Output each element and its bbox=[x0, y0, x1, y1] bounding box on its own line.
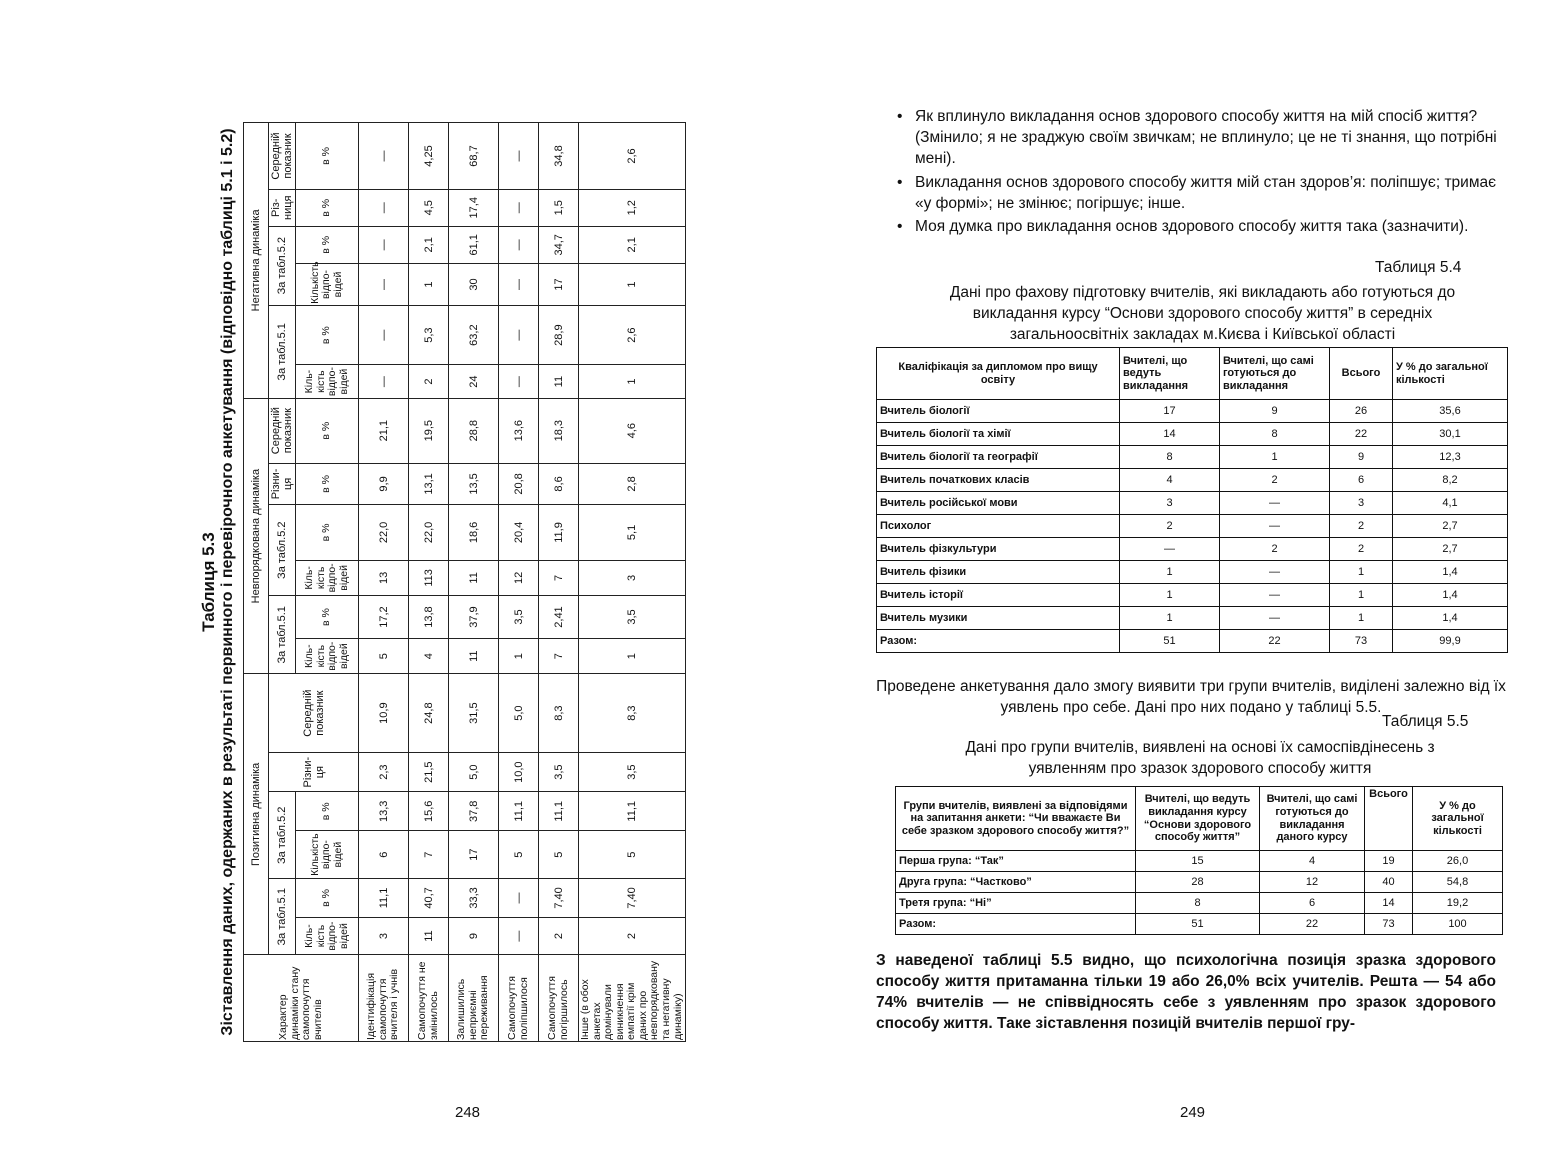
table-cell: 17,2 bbox=[359, 596, 409, 639]
table-cell: 24,8 bbox=[409, 674, 449, 752]
bullet-text: Моя думка про викладання основ здорового способу життя така (зазначити). bbox=[915, 218, 1469, 235]
table-cell: 4 bbox=[1260, 851, 1365, 872]
table-cell: 3 bbox=[1120, 492, 1220, 515]
table-cell: 8 bbox=[1220, 423, 1330, 446]
table-cell: 1 bbox=[1330, 584, 1393, 607]
table-cell: 3 bbox=[579, 560, 686, 596]
table-cell: — bbox=[359, 123, 409, 190]
table-cell: 12 bbox=[1260, 872, 1365, 893]
table-cell: 63,2 bbox=[449, 305, 499, 365]
pct-header: в % bbox=[296, 398, 359, 463]
table-cell: 12 bbox=[499, 560, 539, 596]
table-cell: 14 bbox=[1120, 423, 1220, 446]
table-row bbox=[499, 123, 539, 1042]
row-label: Разом: bbox=[877, 630, 1120, 653]
table-cell: 34,8 bbox=[539, 123, 579, 190]
row-label: Друга група: “Частково” bbox=[896, 872, 1136, 893]
table-cell: 11,1 bbox=[539, 792, 579, 831]
table-row bbox=[359, 123, 409, 1042]
sub-header: Середній показник bbox=[269, 398, 296, 463]
table-cell: 26 bbox=[1330, 400, 1393, 423]
table-5-5 bbox=[895, 786, 1503, 935]
table-cell: — bbox=[359, 189, 409, 226]
table-cell: 12,3 bbox=[1393, 446, 1508, 469]
table-cell: 7,40 bbox=[579, 879, 686, 918]
table-5-3-title: Зіставлення даних, одержаних в результаті первинного і перевірочного анкетування (відповідно таблиці 5.1 і 5.2) bbox=[219, 128, 236, 1036]
row-label: Третя група: “Ні” bbox=[896, 893, 1136, 914]
table-cell: 22 bbox=[1330, 423, 1393, 446]
row-label: Вчитель фізики bbox=[877, 561, 1120, 584]
table-cell: 3,5 bbox=[499, 596, 539, 639]
table-row bbox=[877, 515, 1508, 538]
sub-header: За табл.5.1 bbox=[269, 305, 296, 398]
sub-header: Середній показник bbox=[269, 123, 296, 190]
table-cell: 51 bbox=[1120, 630, 1220, 653]
table-cell: 13,1 bbox=[409, 463, 449, 505]
t55-header: У % до загальної кількості bbox=[1413, 787, 1503, 851]
table-cell: 31,5 bbox=[449, 674, 499, 752]
page-number-right: 249 bbox=[1180, 1104, 1206, 1121]
table-cell: 7 bbox=[409, 831, 449, 879]
table-row bbox=[896, 851, 1503, 872]
left-page bbox=[0, 0, 760, 1160]
sub-header: За табл.5.1 bbox=[269, 879, 296, 955]
table-row bbox=[896, 872, 1503, 893]
sub-header: Середній показник bbox=[269, 674, 359, 752]
table-cell: 8 bbox=[1136, 893, 1260, 914]
table-row bbox=[539, 123, 579, 1042]
table-cell: 1 bbox=[579, 264, 686, 306]
table-cell: 6 bbox=[359, 831, 409, 879]
t54-header: Вчителі, що самі готуються до викладання bbox=[1220, 348, 1330, 400]
t54-header: Вчителі, що ведуть викладання bbox=[1120, 348, 1220, 400]
table-cell: 4,6 bbox=[579, 398, 686, 463]
table-cell: — bbox=[1220, 515, 1330, 538]
sub-header: За табл.5.2 bbox=[269, 226, 296, 305]
paragraph-2: З наведеної таблиці 5.5 видно, що психологічна позиція зразка здорового способу життя притаманна тільки 19 або 26,0% всіх учителів. Решта — 54 або 74% вчителів — не співвідносять себе з уявленням про зразок здорового способу життя. Таке зіставлення позицій вчителів першої гру- bbox=[876, 952, 1496, 1032]
table-cell: 1,5 bbox=[539, 189, 579, 226]
table-cell: 73 bbox=[1365, 914, 1413, 935]
table-cell: 21,5 bbox=[409, 752, 449, 792]
row-label: Вчитель біології та хімії bbox=[877, 423, 1120, 446]
table-cell: 73 bbox=[1330, 630, 1393, 653]
t54-header: Кваліфікація за дипломом про вищу освіту bbox=[877, 348, 1120, 400]
table-cell: 20,4 bbox=[499, 505, 539, 560]
t55-header: Вчителі, що самі готуються до викладання даного курсу bbox=[1260, 787, 1365, 851]
table-cell: 37,8 bbox=[449, 792, 499, 831]
row-label: Вчитель біології bbox=[877, 400, 1120, 423]
table-cell: 4,25 bbox=[409, 123, 449, 190]
table-cell: — bbox=[359, 226, 409, 264]
table-cell: 8,3 bbox=[539, 674, 579, 752]
page-number-left: 248 bbox=[455, 1104, 481, 1121]
table-cell: 2,7 bbox=[1393, 538, 1508, 561]
pct-header: в % bbox=[296, 189, 359, 226]
paragraph-1: Проведене анкетування дало змогу виявити три групи вчителів, виділені залежно від їх уявлень про себе. Дані про них подано у таблиці 5.5. bbox=[876, 678, 1506, 716]
table-cell: 30,1 bbox=[1393, 423, 1508, 446]
table-cell: 26,0 bbox=[1413, 851, 1503, 872]
table-cell: 24 bbox=[449, 365, 499, 398]
table-cell: 37,9 bbox=[449, 596, 499, 639]
table-cell: 28,8 bbox=[449, 398, 499, 463]
table-cell: 30 bbox=[449, 264, 499, 306]
table-cell: — bbox=[359, 305, 409, 365]
bullet-icon: • bbox=[897, 174, 903, 191]
table-cell: 5,3 bbox=[409, 305, 449, 365]
table-cell: — bbox=[499, 226, 539, 264]
bullet-item bbox=[897, 172, 1500, 214]
table-cell: 1 bbox=[1220, 446, 1330, 469]
table-cell: 2,6 bbox=[579, 123, 686, 190]
bullet-icon: • bbox=[897, 108, 903, 125]
row-label: Інше (в обох анкетах домінували виникнення емпатії крім даних про невпорядковану та негативну динаміку) bbox=[579, 955, 686, 1042]
table-cell: 35,6 bbox=[1393, 400, 1508, 423]
table-cell: — bbox=[499, 305, 539, 365]
table-row bbox=[877, 446, 1508, 469]
table-cell: 2 bbox=[1120, 515, 1220, 538]
table-cell: — bbox=[1120, 538, 1220, 561]
table-cell: 2,1 bbox=[409, 226, 449, 264]
table-cell: — bbox=[1220, 607, 1330, 630]
table-cell: 7 bbox=[539, 638, 579, 674]
row-label: Вчитель початкових класів bbox=[877, 469, 1120, 492]
table-cell: 1,4 bbox=[1393, 584, 1508, 607]
table-5-4 bbox=[876, 347, 1508, 653]
table-cell: 5 bbox=[499, 831, 539, 879]
table-cell: — bbox=[499, 264, 539, 306]
table-5-5-label: Таблиця 5.5 bbox=[1382, 713, 1469, 730]
table-cell: 5,0 bbox=[449, 752, 499, 792]
table-cell: 2 bbox=[409, 365, 449, 398]
table-cell: 19 bbox=[1365, 851, 1413, 872]
table-cell: — bbox=[499, 365, 539, 398]
table-cell: 4 bbox=[1120, 469, 1220, 492]
table-cell: 1 bbox=[409, 264, 449, 306]
table-cell: 11,1 bbox=[499, 792, 539, 831]
sub-header: Різни-ця bbox=[269, 752, 359, 792]
table-row bbox=[579, 123, 686, 1042]
table-cell: 11 bbox=[449, 638, 499, 674]
table-cell: 28,9 bbox=[539, 305, 579, 365]
table-cell: — bbox=[1220, 584, 1330, 607]
table-cell: 9 bbox=[1220, 400, 1330, 423]
table-cell: 3,5 bbox=[579, 596, 686, 639]
pct-header: в % bbox=[296, 305, 359, 365]
table-cell: 4,1 bbox=[1393, 492, 1508, 515]
table-cell: 18,6 bbox=[449, 505, 499, 560]
table-cell: 17 bbox=[449, 831, 499, 879]
table-cell: 2 bbox=[1220, 469, 1330, 492]
table-cell: 1 bbox=[499, 638, 539, 674]
table-cell: 99,9 bbox=[1393, 630, 1508, 653]
table-cell: 22,0 bbox=[359, 505, 409, 560]
table-cell: 40,7 bbox=[409, 879, 449, 918]
table-cell: 61,1 bbox=[449, 226, 499, 264]
count-header: Кіль-кість відпо-відей bbox=[296, 917, 359, 955]
table-cell: 20,8 bbox=[499, 463, 539, 505]
table-cell: 9 bbox=[1330, 446, 1393, 469]
table-cell: 14 bbox=[1365, 893, 1413, 914]
sub-header: За табл.5.1 bbox=[269, 596, 296, 674]
table-cell: 1 bbox=[579, 638, 686, 674]
count-header: Кіль-кість відпо-відей bbox=[296, 365, 359, 398]
table-cell: 5 bbox=[359, 638, 409, 674]
table-cell: 8,3 bbox=[579, 674, 686, 752]
bullet-item bbox=[897, 216, 1500, 237]
table-cell: — bbox=[499, 917, 539, 955]
table-cell: 2 bbox=[1330, 538, 1393, 561]
pct-header: в % bbox=[296, 226, 359, 264]
table-cell: — bbox=[1220, 561, 1330, 584]
row-label: Психолог bbox=[877, 515, 1120, 538]
table-cell: 11 bbox=[409, 917, 449, 955]
table-5-4-label: Таблиця 5.4 bbox=[1375, 259, 1462, 276]
group-positive: Позитивна динаміка bbox=[244, 674, 269, 955]
row-label: Вчитель російської мови bbox=[877, 492, 1120, 515]
table-cell: 113 bbox=[409, 560, 449, 596]
table-cell: 1,2 bbox=[579, 189, 686, 226]
table-cell: 5 bbox=[579, 831, 686, 879]
table-cell: 11,9 bbox=[539, 505, 579, 560]
table-cell: 1 bbox=[1120, 561, 1220, 584]
table-cell: 13,8 bbox=[409, 596, 449, 639]
table-cell: — bbox=[359, 365, 409, 398]
table-cell: 8,2 bbox=[1393, 469, 1508, 492]
table-cell: 33,3 bbox=[449, 879, 499, 918]
table-cell: 2,6 bbox=[579, 305, 686, 365]
table-cell: 2 bbox=[539, 917, 579, 955]
pct-header: в % bbox=[296, 463, 359, 505]
rotated-table-block bbox=[195, 122, 684, 1042]
row-label: Разом: bbox=[896, 914, 1136, 935]
table-row bbox=[877, 607, 1508, 630]
table-cell: 7 bbox=[539, 560, 579, 596]
table-cell: 51 bbox=[1136, 914, 1260, 935]
table-cell: 7,40 bbox=[539, 879, 579, 918]
table-row bbox=[896, 893, 1503, 914]
table-5-3-label: Таблиця 5.3 bbox=[199, 532, 218, 632]
table-cell: 8,6 bbox=[539, 463, 579, 505]
pct-header: в % bbox=[296, 879, 359, 918]
table-cell: — bbox=[1220, 492, 1330, 515]
table-cell: — bbox=[359, 264, 409, 306]
table-cell: 11,1 bbox=[359, 879, 409, 918]
table-cell: 1,4 bbox=[1393, 607, 1508, 630]
table-cell: 2 bbox=[1330, 515, 1393, 538]
table-row bbox=[877, 584, 1508, 607]
table-cell: 8 bbox=[1120, 446, 1220, 469]
table-cell: 2,41 bbox=[539, 596, 579, 639]
pct-header: в % bbox=[296, 596, 359, 639]
bullet-text: Як вплинуло викладання основ здорового способу життя на мій спосіб життя? (Змінило; я не зраджую своїм звичкам; не вплинуло; це не ті знання, що потрібні мені). bbox=[915, 108, 1497, 167]
row-label: Самопочуття погіршилось bbox=[539, 955, 579, 1042]
bullet-icon: • bbox=[897, 218, 903, 235]
table-cell: 1 bbox=[1330, 607, 1393, 630]
table-row bbox=[877, 423, 1508, 446]
table-cell: 10,0 bbox=[499, 752, 539, 792]
table-cell: 68,7 bbox=[449, 123, 499, 190]
table-cell: 4,5 bbox=[409, 189, 449, 226]
table-row bbox=[449, 123, 499, 1042]
row-label: Ідентифікація самопочуття вчителя і учнів bbox=[359, 955, 409, 1042]
group-unordered: Невпорядкована динаміка bbox=[244, 398, 269, 674]
table-row bbox=[409, 123, 449, 1042]
table-5-4-title: Дані про фахову підготовку вчителів, які викладають або готуються до викладання курсу “Основи здорового способу життя” в середніх загальноосвітніх закладах м.Києва і Київської області bbox=[949, 284, 1456, 343]
table-row bbox=[877, 469, 1508, 492]
sub-header: Різ-ниця bbox=[269, 189, 296, 226]
table-cell: 18,3 bbox=[539, 398, 579, 463]
table-cell: 17,4 bbox=[449, 189, 499, 226]
table-row bbox=[877, 400, 1508, 423]
t55-header: Групи вчителів, виявлені за відповідями на запитання анкети: “Чи вважаєте Ви себе зразком здорового способу життя?” bbox=[896, 787, 1136, 851]
t54-header: Всього bbox=[1330, 348, 1393, 400]
table-cell: 2 bbox=[1220, 538, 1330, 561]
table-cell: — bbox=[499, 123, 539, 190]
table-cell: 3 bbox=[1330, 492, 1393, 515]
table-cell: 3 bbox=[359, 917, 409, 955]
table-cell: 9 bbox=[449, 917, 499, 955]
row-label: Самопочуття поліпшилося bbox=[499, 955, 539, 1042]
table-cell: 2,7 bbox=[1393, 515, 1508, 538]
table-cell: 10,9 bbox=[359, 674, 409, 752]
bullet-item bbox=[897, 106, 1500, 169]
table-cell: 9,9 bbox=[359, 463, 409, 505]
table-cell: 3,5 bbox=[539, 752, 579, 792]
table-cell: 34,7 bbox=[539, 226, 579, 264]
row-label: Перша група: “Так” bbox=[896, 851, 1136, 872]
table-cell: 2,8 bbox=[579, 463, 686, 505]
pct-header: в % bbox=[296, 505, 359, 560]
table-cell: 1 bbox=[1330, 561, 1393, 584]
table-row bbox=[877, 538, 1508, 561]
table-cell: 4 bbox=[409, 638, 449, 674]
table-cell: 2,1 bbox=[579, 226, 686, 264]
table-row bbox=[877, 561, 1508, 584]
table-cell: 13,5 bbox=[449, 463, 499, 505]
table-cell: 5 bbox=[539, 831, 579, 879]
count-header: Кіль-кість відпо-відей bbox=[296, 560, 359, 596]
table-cell: 5,1 bbox=[579, 505, 686, 560]
table-cell: 1 bbox=[1120, 607, 1220, 630]
table-cell: 1 bbox=[1120, 584, 1220, 607]
table-cell: 22,0 bbox=[409, 505, 449, 560]
group-negative: Негативна динаміка bbox=[244, 123, 269, 399]
table-cell: 11 bbox=[449, 560, 499, 596]
table-cell: 17 bbox=[539, 264, 579, 306]
count-header: Кількість відпо-відей bbox=[296, 264, 359, 306]
table-cell: 3,5 bbox=[579, 752, 686, 792]
table-cell: 1,4 bbox=[1393, 561, 1508, 584]
pct-header: в % bbox=[296, 792, 359, 831]
row-label: Вчитель музики bbox=[877, 607, 1120, 630]
table-5-3 bbox=[243, 122, 686, 1042]
table-cell: 11 bbox=[539, 365, 579, 398]
table-cell: 11,1 bbox=[579, 792, 686, 831]
table-cell: 6 bbox=[1330, 469, 1393, 492]
table-cell: 6 bbox=[1260, 893, 1365, 914]
table-cell: 22 bbox=[1260, 914, 1365, 935]
row-label: Самопочуття не змінилось bbox=[409, 955, 449, 1042]
table-cell: 13 bbox=[359, 560, 409, 596]
table-cell: 28 bbox=[1136, 872, 1260, 893]
table-5-5-title: Дані про групи вчителів, виявлені на основі їх самоспівдінесень з уявленням про зразок здорового способу життя bbox=[965, 739, 1435, 777]
t54-header: У % до загальної кількості bbox=[1393, 348, 1508, 400]
table-cell: 1 bbox=[579, 365, 686, 398]
sub-header: Різни-ця bbox=[269, 463, 296, 505]
pct-header: в % bbox=[296, 123, 359, 190]
row-label: Залишились неприємні переживання bbox=[449, 955, 499, 1042]
table-cell: 2 bbox=[579, 917, 686, 955]
sub-header: За табл.5.2 bbox=[269, 792, 296, 879]
table-row bbox=[896, 914, 1503, 935]
t55-header: Вчителі, що ведуть викладання курсу “Основи здорового способу життя” bbox=[1136, 787, 1260, 851]
table-cell: 17 bbox=[1120, 400, 1220, 423]
table-cell: 40 bbox=[1365, 872, 1413, 893]
t55-header: Всього bbox=[1365, 787, 1413, 851]
table-row bbox=[877, 630, 1508, 653]
sub-header: За табл.5.2 bbox=[269, 505, 296, 596]
table-cell: 2,3 bbox=[359, 752, 409, 792]
table-cell: 21,1 bbox=[359, 398, 409, 463]
count-header: Кіль-кість відпо-відей bbox=[296, 638, 359, 674]
table-cell: — bbox=[499, 189, 539, 226]
row-label: Вчитель фізкультури bbox=[877, 538, 1120, 561]
bullet-text: Викладання основ здорового способу життя мій стан здоров’я: поліпшує; тримає «у формі»; не змінює; погіршує; інше. bbox=[915, 174, 1497, 212]
table-cell: 100 bbox=[1413, 914, 1503, 935]
row-label: Вчитель історії bbox=[877, 584, 1120, 607]
table-cell: 13,6 bbox=[499, 398, 539, 463]
table-cell: 19,5 bbox=[409, 398, 449, 463]
table-cell: 15 bbox=[1136, 851, 1260, 872]
right-page bbox=[780, 0, 1556, 1160]
table-cell: 54,8 bbox=[1413, 872, 1503, 893]
table-cell: 15,6 bbox=[409, 792, 449, 831]
table-cell: — bbox=[499, 879, 539, 918]
table-cell: 5,0 bbox=[499, 674, 539, 752]
row-header-cell: Характер динаміки стану самопочуття вчителів bbox=[244, 955, 359, 1042]
table-cell: 22 bbox=[1220, 630, 1330, 653]
table-row bbox=[877, 492, 1508, 515]
row-label: Вчитель біології та географії bbox=[877, 446, 1120, 469]
table-cell: 19,2 bbox=[1413, 893, 1503, 914]
table-cell: 13,3 bbox=[359, 792, 409, 831]
count-header: Кількість відпо-відей bbox=[296, 831, 359, 879]
